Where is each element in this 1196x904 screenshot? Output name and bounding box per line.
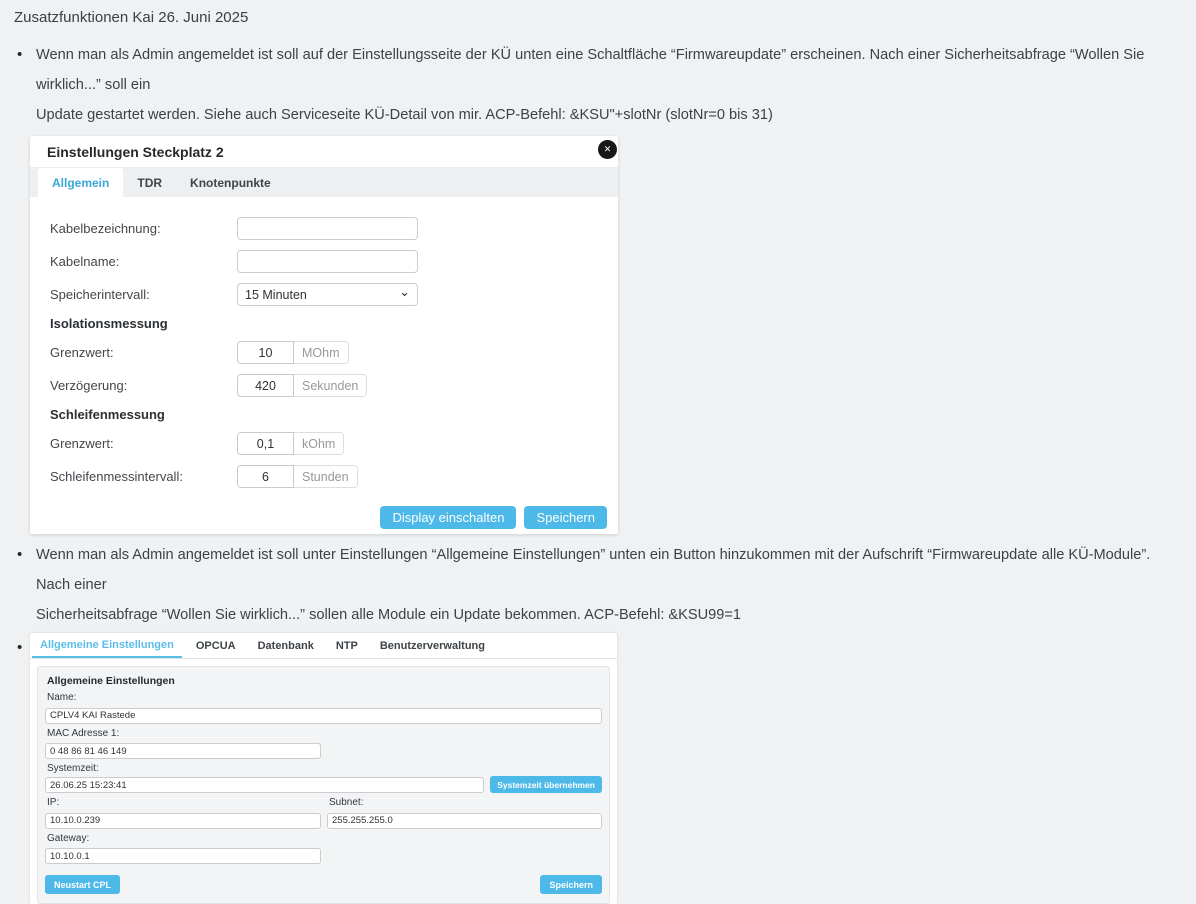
subnet-label: Subnet:	[329, 797, 364, 808]
kabelbezeichnung-input[interactable]	[237, 217, 418, 240]
row-speicherintervall	[50, 283, 618, 306]
mac-input[interactable]	[45, 743, 321, 759]
neustart-cpl-button[interactable]: Neustart CPL	[45, 875, 120, 894]
tab-ntp[interactable]: NTP	[335, 639, 358, 652]
bullet-item-2	[14, 540, 1184, 630]
tab-allgemein[interactable]: Allgemein	[38, 168, 123, 197]
schleif-grenzwert-label: Grenzwert:	[50, 436, 114, 451]
kabelname-input[interactable]	[237, 250, 418, 273]
bullet2-line2: Sicherheitsabfrage “Wollen Sie wirklich...” sollen alle Module ein Update bekommen. ACP-Befehl: &KSU99=1	[36, 607, 742, 623]
settings-footer	[45, 875, 602, 894]
dialog-footer	[30, 498, 618, 534]
iso-grenzwert-label: Grenzwert:	[50, 345, 114, 360]
iso-verzoegerung-unit: Sekunden	[294, 374, 367, 397]
schleif-grenzwert-group	[237, 432, 340, 455]
dialog-title: Einstellungen Steckplatz 2	[47, 144, 224, 160]
bullet-item-1	[14, 40, 1184, 534]
bullet-item-3	[14, 633, 1184, 904]
row-kabelname	[50, 250, 618, 273]
iso-grenzwert-group	[237, 341, 340, 364]
ip-subnet-row	[45, 793, 602, 829]
dialog-header	[30, 136, 618, 168]
ip-column	[45, 793, 321, 829]
speicherintervall-select[interactable]	[237, 283, 418, 306]
gateway-input[interactable]	[45, 848, 321, 864]
settings-allgemeine-einstellungen	[30, 633, 617, 904]
display-einschalten-button[interactable]: Display einschalten	[380, 506, 516, 529]
systemzeit-uebernehmen-button[interactable]: Systemzeit übernehmen	[490, 776, 602, 793]
speichern-button[interactable]: Speichern	[540, 875, 602, 894]
gateway-label: Gateway:	[47, 832, 90, 844]
bullet1-line2: Update gestartet werden. Siehe auch Serviceseite KÜ-Detail von mir. ACP-Befehl: &KSU"+slotNr (slotNr=0 bis 31)	[36, 107, 773, 123]
dialog-tab-bar	[30, 168, 618, 197]
speicherintervall-value: 15 Minuten	[245, 287, 307, 302]
bullet-icon: •	[17, 46, 23, 63]
schleifenmessintervall-label: Schleifenmessintervall:	[50, 469, 183, 484]
iso-grenzwert-unit: MOhm	[294, 341, 349, 364]
schleif-grenzwert-input[interactable]	[237, 432, 294, 455]
schleifenmessintervall-group	[237, 465, 349, 488]
settings-tab-bar	[30, 633, 617, 659]
bullet-icon: •	[17, 546, 23, 563]
section-schleifenmessung: Schleifenmessung	[50, 407, 165, 422]
systemzeit-row	[45, 776, 602, 793]
chevron-down-icon: ⌄	[399, 284, 410, 299]
name-input[interactable]	[45, 708, 602, 724]
panel-heading: Allgemeine Einstellungen	[47, 675, 175, 687]
dialog-einstellungen-steckplatz-2	[30, 136, 618, 534]
tab-opcua[interactable]: OPCUA	[195, 639, 236, 652]
row-iso-verzoegerung	[50, 374, 618, 397]
close-button[interactable]	[598, 140, 617, 159]
close-icon: ✕	[603, 144, 612, 154]
speicherintervall-label: Speicherintervall:	[50, 287, 150, 302]
bullet-icon: •	[17, 639, 23, 656]
tab-tdr[interactable]: TDR	[137, 175, 163, 190]
row-iso-grenzwert	[50, 341, 618, 364]
row-schleifenmessintervall	[50, 465, 618, 488]
systemzeit-input[interactable]	[45, 777, 484, 793]
schleifenmessintervall-input[interactable]	[237, 465, 294, 488]
ip-label: IP:	[47, 797, 60, 808]
name-label: Name:	[47, 692, 77, 703]
subnet-input[interactable]	[327, 813, 602, 829]
iso-verzoegerung-input[interactable]	[237, 374, 294, 397]
kabelname-label: Kabelname:	[50, 254, 120, 269]
kabelbezeichnung-label: Kabelbezeichnung:	[50, 221, 161, 236]
ip-input[interactable]	[45, 813, 321, 829]
tab-allgemeine-einstellungen[interactable]: Allgemeine Einstellungen	[32, 633, 182, 658]
dialog-body	[30, 197, 618, 488]
section-isolationsmessung: Isolationsmessung	[50, 316, 168, 331]
tab-benutzerverwaltung[interactable]: Benutzerverwaltung	[379, 639, 485, 652]
schleifenmessintervall-unit: Stunden	[294, 465, 358, 488]
iso-verzoegerung-group	[237, 374, 359, 397]
bullet1-line1: Wenn man als Admin angemeldet ist soll auf der Einstellungsseite der KÜ unten eine Schaltfläche “Firmwareupdate” erscheinen. Nach einer Sicherheitsabfrage “Wollen Sie wirklich...” soll ein	[36, 47, 1145, 93]
settings-panel	[37, 666, 610, 904]
row-kabelbezeichnung	[50, 217, 618, 240]
bullet-list	[14, 40, 1184, 904]
subnet-column	[327, 793, 602, 829]
bullet2-line1: Wenn man als Admin angemeldet ist soll unter Einstellungen “Allgemeine Einstellungen” unten ein Button hinzukommen mit der Aufschrift “Firmwareupdate alle KÜ-Module”. Nach einer	[36, 547, 1151, 593]
page-title: Zusatzfunktionen Kai 26. Juni 2025	[14, 9, 249, 26]
tab-datenbank[interactable]: Datenbank	[257, 639, 314, 652]
speichern-button[interactable]: Speichern	[524, 506, 607, 529]
row-schleif-grenzwert	[50, 432, 618, 455]
iso-grenzwert-input[interactable]	[237, 341, 294, 364]
systemzeit-label: Systemzeit:	[47, 763, 99, 774]
iso-verzoegerung-label: Verzögerung:	[50, 378, 128, 393]
schleif-grenzwert-unit: kOhm	[294, 432, 344, 455]
mac-label: MAC Adresse 1:	[47, 727, 120, 739]
tab-knotenpunkte[interactable]: Knotenpunkte	[190, 175, 271, 190]
